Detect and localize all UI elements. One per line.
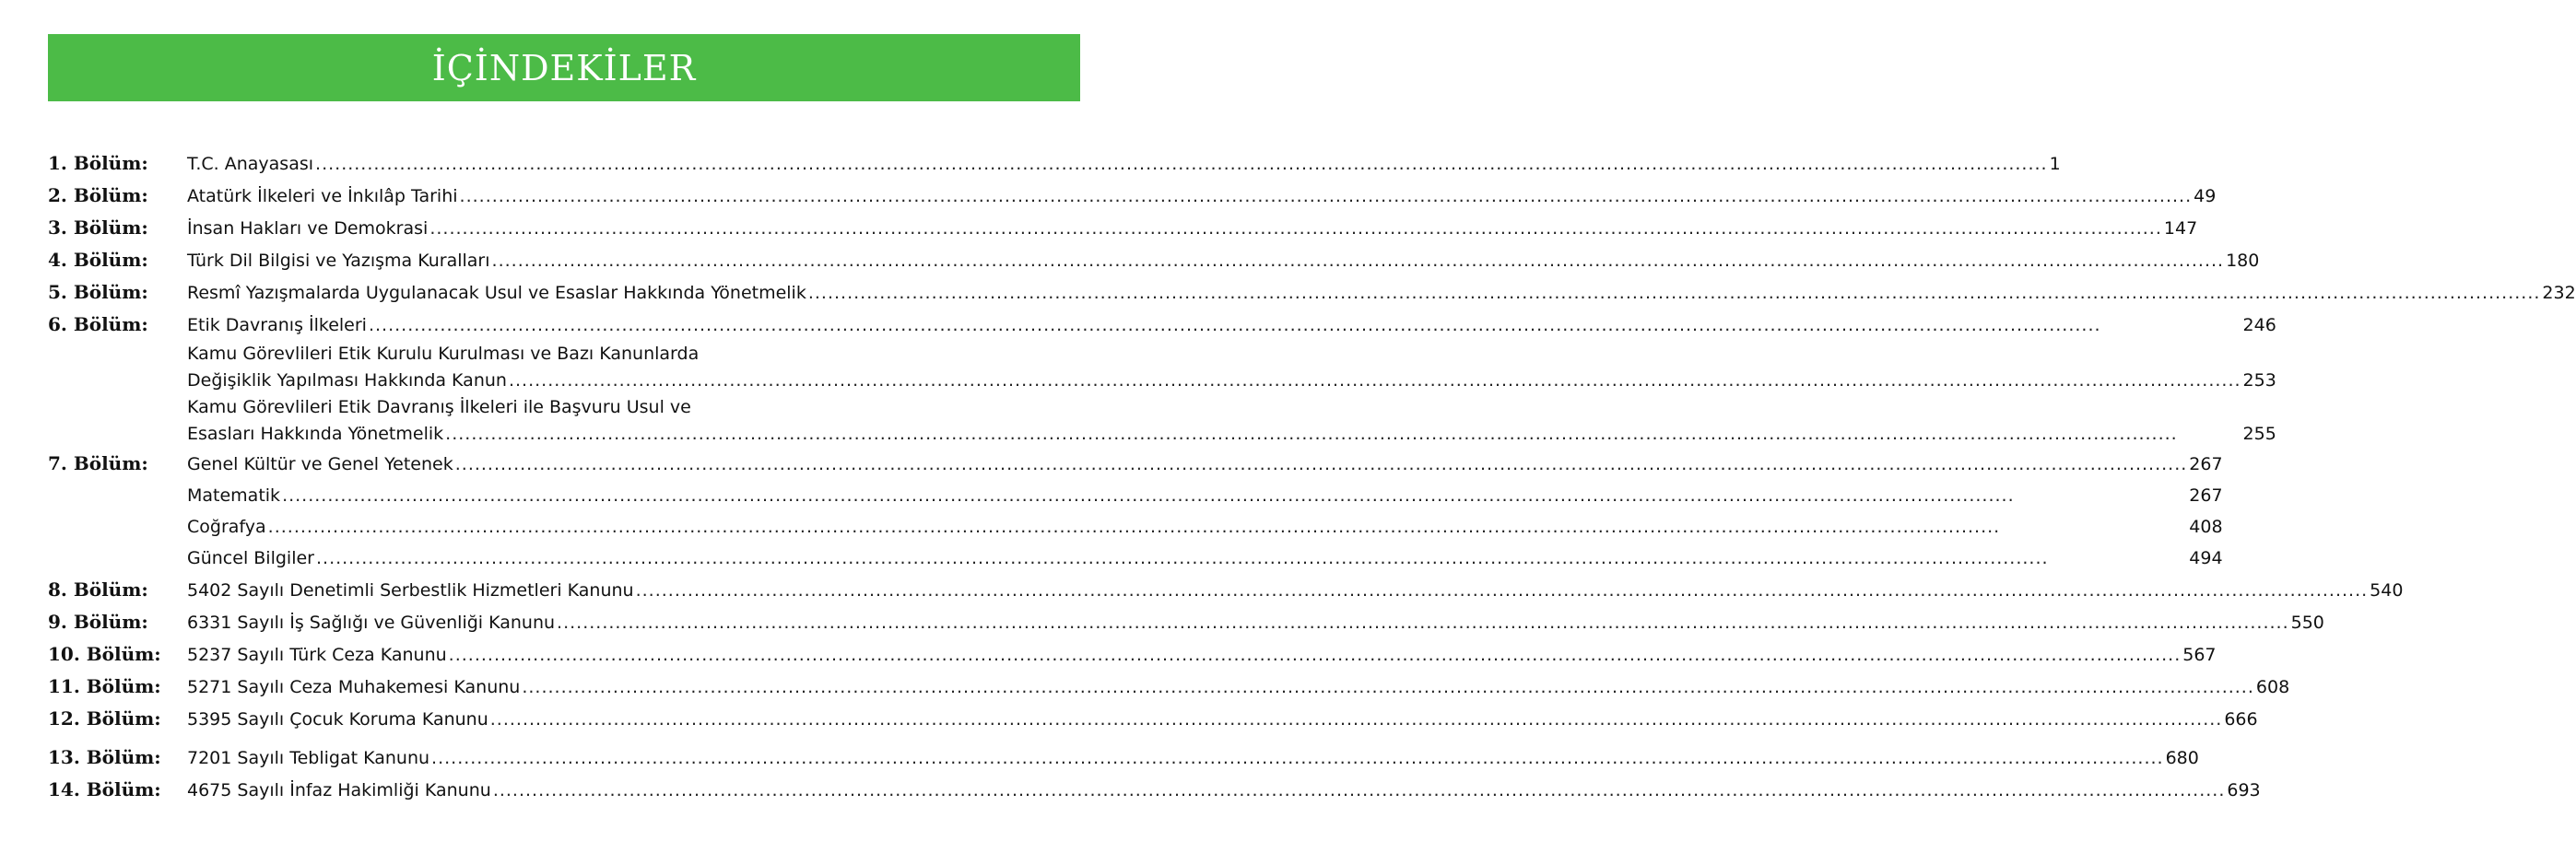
chapter-label-text: 3. Bölüm:	[48, 216, 148, 239]
page-number: 180	[2226, 251, 2260, 271]
chapter-lines	[187, 148, 2061, 180]
toc-line-wrap[interactable]	[187, 394, 2276, 421]
toc-line[interactable]	[187, 181, 2216, 212]
dot-leader	[490, 704, 2223, 735]
toc-entry[interactable]	[48, 606, 2324, 638]
toc-line[interactable]	[187, 672, 2289, 703]
chapter-lines	[187, 672, 2289, 703]
chapter-lines	[187, 181, 2216, 212]
page-number: 253	[2242, 370, 2276, 391]
dot-leader	[455, 449, 2188, 480]
dot-leader	[445, 421, 2241, 448]
section-title: 7201 Sayılı Tebligat Kanunu	[187, 748, 430, 768]
toc-entry[interactable]	[48, 448, 2223, 574]
section-title: Etik Davranış İlkeleri	[187, 315, 367, 335]
page-number: 494	[2189, 548, 2223, 568]
page-number: 550	[2290, 613, 2324, 633]
chapter-label-text: 10. Bölüm:	[48, 643, 161, 665]
section-title: 5237 Sayılı Türk Ceza Kanunu	[187, 645, 447, 665]
title-banner	[48, 34, 1080, 101]
page-number: 49	[2194, 186, 2217, 206]
toc-line[interactable]	[187, 213, 2197, 244]
chapter-label-text: 7. Bölüm:	[48, 452, 148, 474]
toc-entry[interactable]	[48, 742, 2199, 774]
chapter-label	[48, 212, 187, 243]
section-title: Resmî Yazışmalarda Uygulanacak Usul ve Esaslar Hakkında Yönetmelik	[187, 283, 806, 303]
page-number: 608	[2255, 677, 2290, 697]
toc-entry[interactable]	[48, 244, 2260, 276]
toc-line[interactable]	[187, 639, 2217, 671]
dot-leader	[449, 639, 2182, 671]
page-number: 255	[2242, 424, 2276, 444]
chapter-label	[48, 147, 187, 179]
dot-leader	[268, 511, 2188, 543]
section-title: Esasları Hakkında Yönetmelik	[187, 424, 444, 444]
chapter-label	[48, 774, 187, 805]
chapter-label-text: 12. Bölüm:	[48, 707, 161, 730]
chapter-lines	[187, 639, 2217, 671]
chapter-label	[48, 742, 187, 773]
dot-leader	[369, 310, 2241, 341]
section-title: İnsan Hakları ve Demokrasi	[187, 218, 429, 239]
toc-entry[interactable]	[48, 774, 2261, 806]
chapter-label-text: 4. Bölüm:	[48, 249, 148, 271]
chapter-lines	[187, 213, 2197, 244]
section-title: Matematik	[187, 485, 281, 506]
page-number: 567	[2182, 645, 2217, 665]
section-title: Kamu Görevlileri Etik Davranış İlkeleri ile Başvuru Usul ve	[187, 397, 691, 417]
page-number: 1	[2049, 154, 2061, 174]
toc-line[interactable]	[187, 148, 2061, 180]
chapter-label	[48, 574, 187, 605]
chapter-label-text: 8. Bölüm:	[48, 578, 148, 601]
page-number: 267	[2189, 485, 2223, 506]
section-title: T.C. Anayasası	[187, 154, 314, 174]
toc-line[interactable]	[187, 480, 2223, 511]
section-title: Genel Kültür ve Genel Yetenek	[187, 454, 453, 474]
chapter-label	[48, 671, 187, 702]
toc-entry[interactable]	[48, 638, 2217, 671]
toc-line[interactable]	[187, 543, 2223, 574]
section-title: Atatürk İlkeleri ve İnkılâp Tarihi	[187, 186, 458, 206]
toc-line[interactable]	[187, 245, 2259, 276]
chapter-lines	[187, 245, 2259, 276]
toc-entry[interactable]	[48, 671, 2290, 703]
toc-entry[interactable]	[48, 276, 2576, 309]
page-number: 147	[2163, 218, 2198, 239]
toc-line[interactable]	[187, 368, 2276, 394]
dot-leader	[808, 277, 2541, 309]
toc-line[interactable]	[187, 511, 2223, 543]
toc-line[interactable]	[187, 449, 2223, 480]
chapter-label	[48, 448, 187, 479]
dot-leader	[493, 775, 2226, 806]
section-title: 5395 Sayılı Çocuk Koruma Kanunu	[187, 709, 488, 730]
dot-leader	[431, 742, 2164, 774]
toc-entry[interactable]	[48, 309, 2276, 448]
toc-line[interactable]	[187, 421, 2276, 448]
page-number: 408	[2189, 517, 2223, 537]
toc-line[interactable]	[187, 310, 2276, 341]
dot-leader	[316, 543, 2187, 574]
toc-entry[interactable]	[48, 180, 2217, 212]
page-number: 267	[2189, 454, 2223, 474]
page-number: 232	[2542, 283, 2576, 303]
spacer	[48, 735, 1080, 742]
toc-line-wrap[interactable]	[187, 341, 2276, 368]
toc-entry[interactable]	[48, 212, 2198, 244]
dot-leader	[509, 368, 2241, 394]
section-title: 6331 Sayılı İş Sağlığı ve Güvenliği Kanunu	[187, 613, 556, 633]
section-title: 4675 Sayılı İnfaz Hakimliği Kanunu	[187, 780, 491, 800]
toc-entry[interactable]	[48, 703, 2258, 735]
section-title: Değişiklik Yapılması Hakkında Kanun	[187, 370, 507, 391]
toc-line[interactable]	[187, 607, 2324, 638]
chapter-label-text: 6. Bölüm:	[48, 313, 148, 335]
chapter-lines	[187, 742, 2199, 774]
toc-line[interactable]	[187, 575, 2403, 606]
chapter-label	[48, 180, 187, 211]
page-number: 540	[2370, 580, 2404, 601]
chapter-label-text: 9. Bölüm:	[48, 611, 148, 633]
dot-leader	[282, 480, 2187, 511]
toc-line[interactable]	[187, 775, 2261, 806]
toc-line[interactable]	[187, 704, 2258, 735]
toc-entry[interactable]	[48, 574, 2404, 606]
section-title: 5271 Sayılı Ceza Muhakemesi Kanunu	[187, 677, 521, 697]
dot-leader	[522, 672, 2254, 703]
chapter-lines	[187, 449, 2223, 574]
chapter-lines	[187, 704, 2258, 735]
chapter-label	[48, 309, 187, 340]
toc-line[interactable]	[187, 742, 2199, 774]
section-title: 5402 Sayılı Denetimli Serbestlik Hizmetleri Kanunu	[187, 580, 634, 601]
chapter-label-text: 1. Bölüm:	[48, 152, 148, 174]
section-title: Kamu Görevlileri Etik Kurulu Kurulması ve Bazı Kanunlarda	[187, 344, 700, 364]
dot-leader	[429, 213, 2162, 244]
chapter-label-text: 13. Bölüm:	[48, 746, 161, 768]
dot-leader	[460, 181, 2193, 212]
page-number: 680	[2165, 748, 2199, 768]
chapter-label-text: 2. Bölüm:	[48, 184, 148, 206]
page-title: İÇİNDEKİLER	[431, 47, 697, 88]
chapter-lines	[187, 607, 2324, 638]
dot-leader	[492, 245, 2225, 276]
chapter-lines	[187, 277, 2576, 309]
chapter-lines	[187, 310, 2276, 448]
chapter-label	[48, 244, 187, 275]
section-title: Coğrafya	[187, 517, 266, 537]
section-title: Güncel Bilgiler	[187, 548, 314, 568]
chapter-label-text: 11. Bölüm:	[48, 675, 161, 697]
chapter-label	[48, 703, 187, 734]
table-of-contents	[48, 147, 2576, 806]
dot-leader	[557, 607, 2289, 638]
section-title: Türk Dil Bilgisi ve Yazışma Kuralları	[187, 251, 490, 271]
page-number: 666	[2224, 709, 2258, 730]
chapter-label	[48, 276, 187, 308]
chapter-label-text: 5. Bölüm:	[48, 281, 148, 303]
chapter-label	[48, 606, 187, 637]
toc-entry[interactable]	[48, 147, 2061, 180]
dot-leader	[636, 575, 2369, 606]
page-number: 246	[2242, 315, 2276, 335]
page-number: 693	[2227, 780, 2261, 800]
toc-line[interactable]	[187, 277, 2576, 309]
chapter-label-text: 14. Bölüm:	[48, 778, 161, 800]
chapter-lines	[187, 775, 2261, 806]
chapter-label	[48, 638, 187, 670]
chapter-lines	[187, 575, 2403, 606]
dot-leader	[315, 148, 2048, 180]
